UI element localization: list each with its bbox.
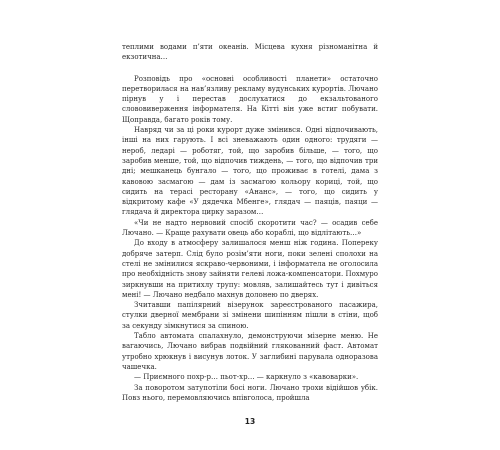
paragraph-gap [122, 63, 378, 74]
paragraph-7: Табло автомата спалахнуло, демонструючи мізерне меню. Не вагаючись, Лючано вибрав подвійний глякованний фаст. Автомат утробно хрюкнув і висунув лоток. У заглибині парувала одноразова чашечка. [122, 332, 378, 371]
paragraph-2: Розповідь про «основні особливості планети» остаточно перетворилася на нав’язливу рекламу вудунських курортів. Лючано пірнув у і перестав дослухатися до екзальтованого слововиверження інформателя. На Кітті він уже встиг побувати. Щоправда, багато років тому. [122, 74, 378, 124]
body-text [122, 42, 378, 403]
paragraph-8: — Приємного похр-р… пьот-хр… — каркнуло з «кавоварки». [134, 373, 359, 382]
paragraph-6: Зчитавши папілярний візерунок зареєстрованого пасажира, стулки дверної мембрани зі змінени шипінням пішли в стіни, щоб за секунду зімкнутися за спиною. [122, 301, 378, 330]
paragraph-3: Навряд чи за ці роки курорт дуже змінився. Одні відпочивають, інші на них гарують. І всі зневажають один одного: трудяги — нероб, ледарі — роботяг, той, що заробив більше, — того, що заробив менше, той, що відпочив тиждень, — того, що відпочив три дні; мешканець бунгало — того, що проживає в готелі, дама з кавовою засмагою — дам із засмагою кольору кориці, той, що сидить на терасі ресторану «Ананс», — того, що сидить у відкритому кафе «У дядечка Мбенге», глядач — паяців, паяци — глядача й директора цирку заразом… [122, 126, 378, 217]
paragraph-9: За поворотом затупотіли босі ноги. Лючано трохи відійшов убік. Повз нього, перемовляючись впівголоса, пройшла [122, 383, 378, 402]
paragraph-5: До входу в атмосферу залишалося менш ніж година. Попереку добряче затерп. Слід було розім’яти ноги, поки зелені сполохи на стелі не змінилися яскраво-червоними, і інформатела не оголосила про необхідність знову зайняти гелеві ложа-компенсатори. Похмуро зиркнувши на притихлу трупу: мовляв, залишайтесь тут і дивіться мені! — Лючано недбало махнув долонею по дверях. [122, 239, 378, 299]
paragraph-4: «Чи не надто нервовий спосіб скоротити час? — осадив себе Лючано. — Краще рахувати овець або кораблі, що відлітають…» [122, 218, 378, 238]
paragraph-1: теплими водами п’яти океанів. Місцева кухня різноманітна й екзотична… [122, 43, 378, 62]
page-number: 13 [244, 417, 256, 426]
